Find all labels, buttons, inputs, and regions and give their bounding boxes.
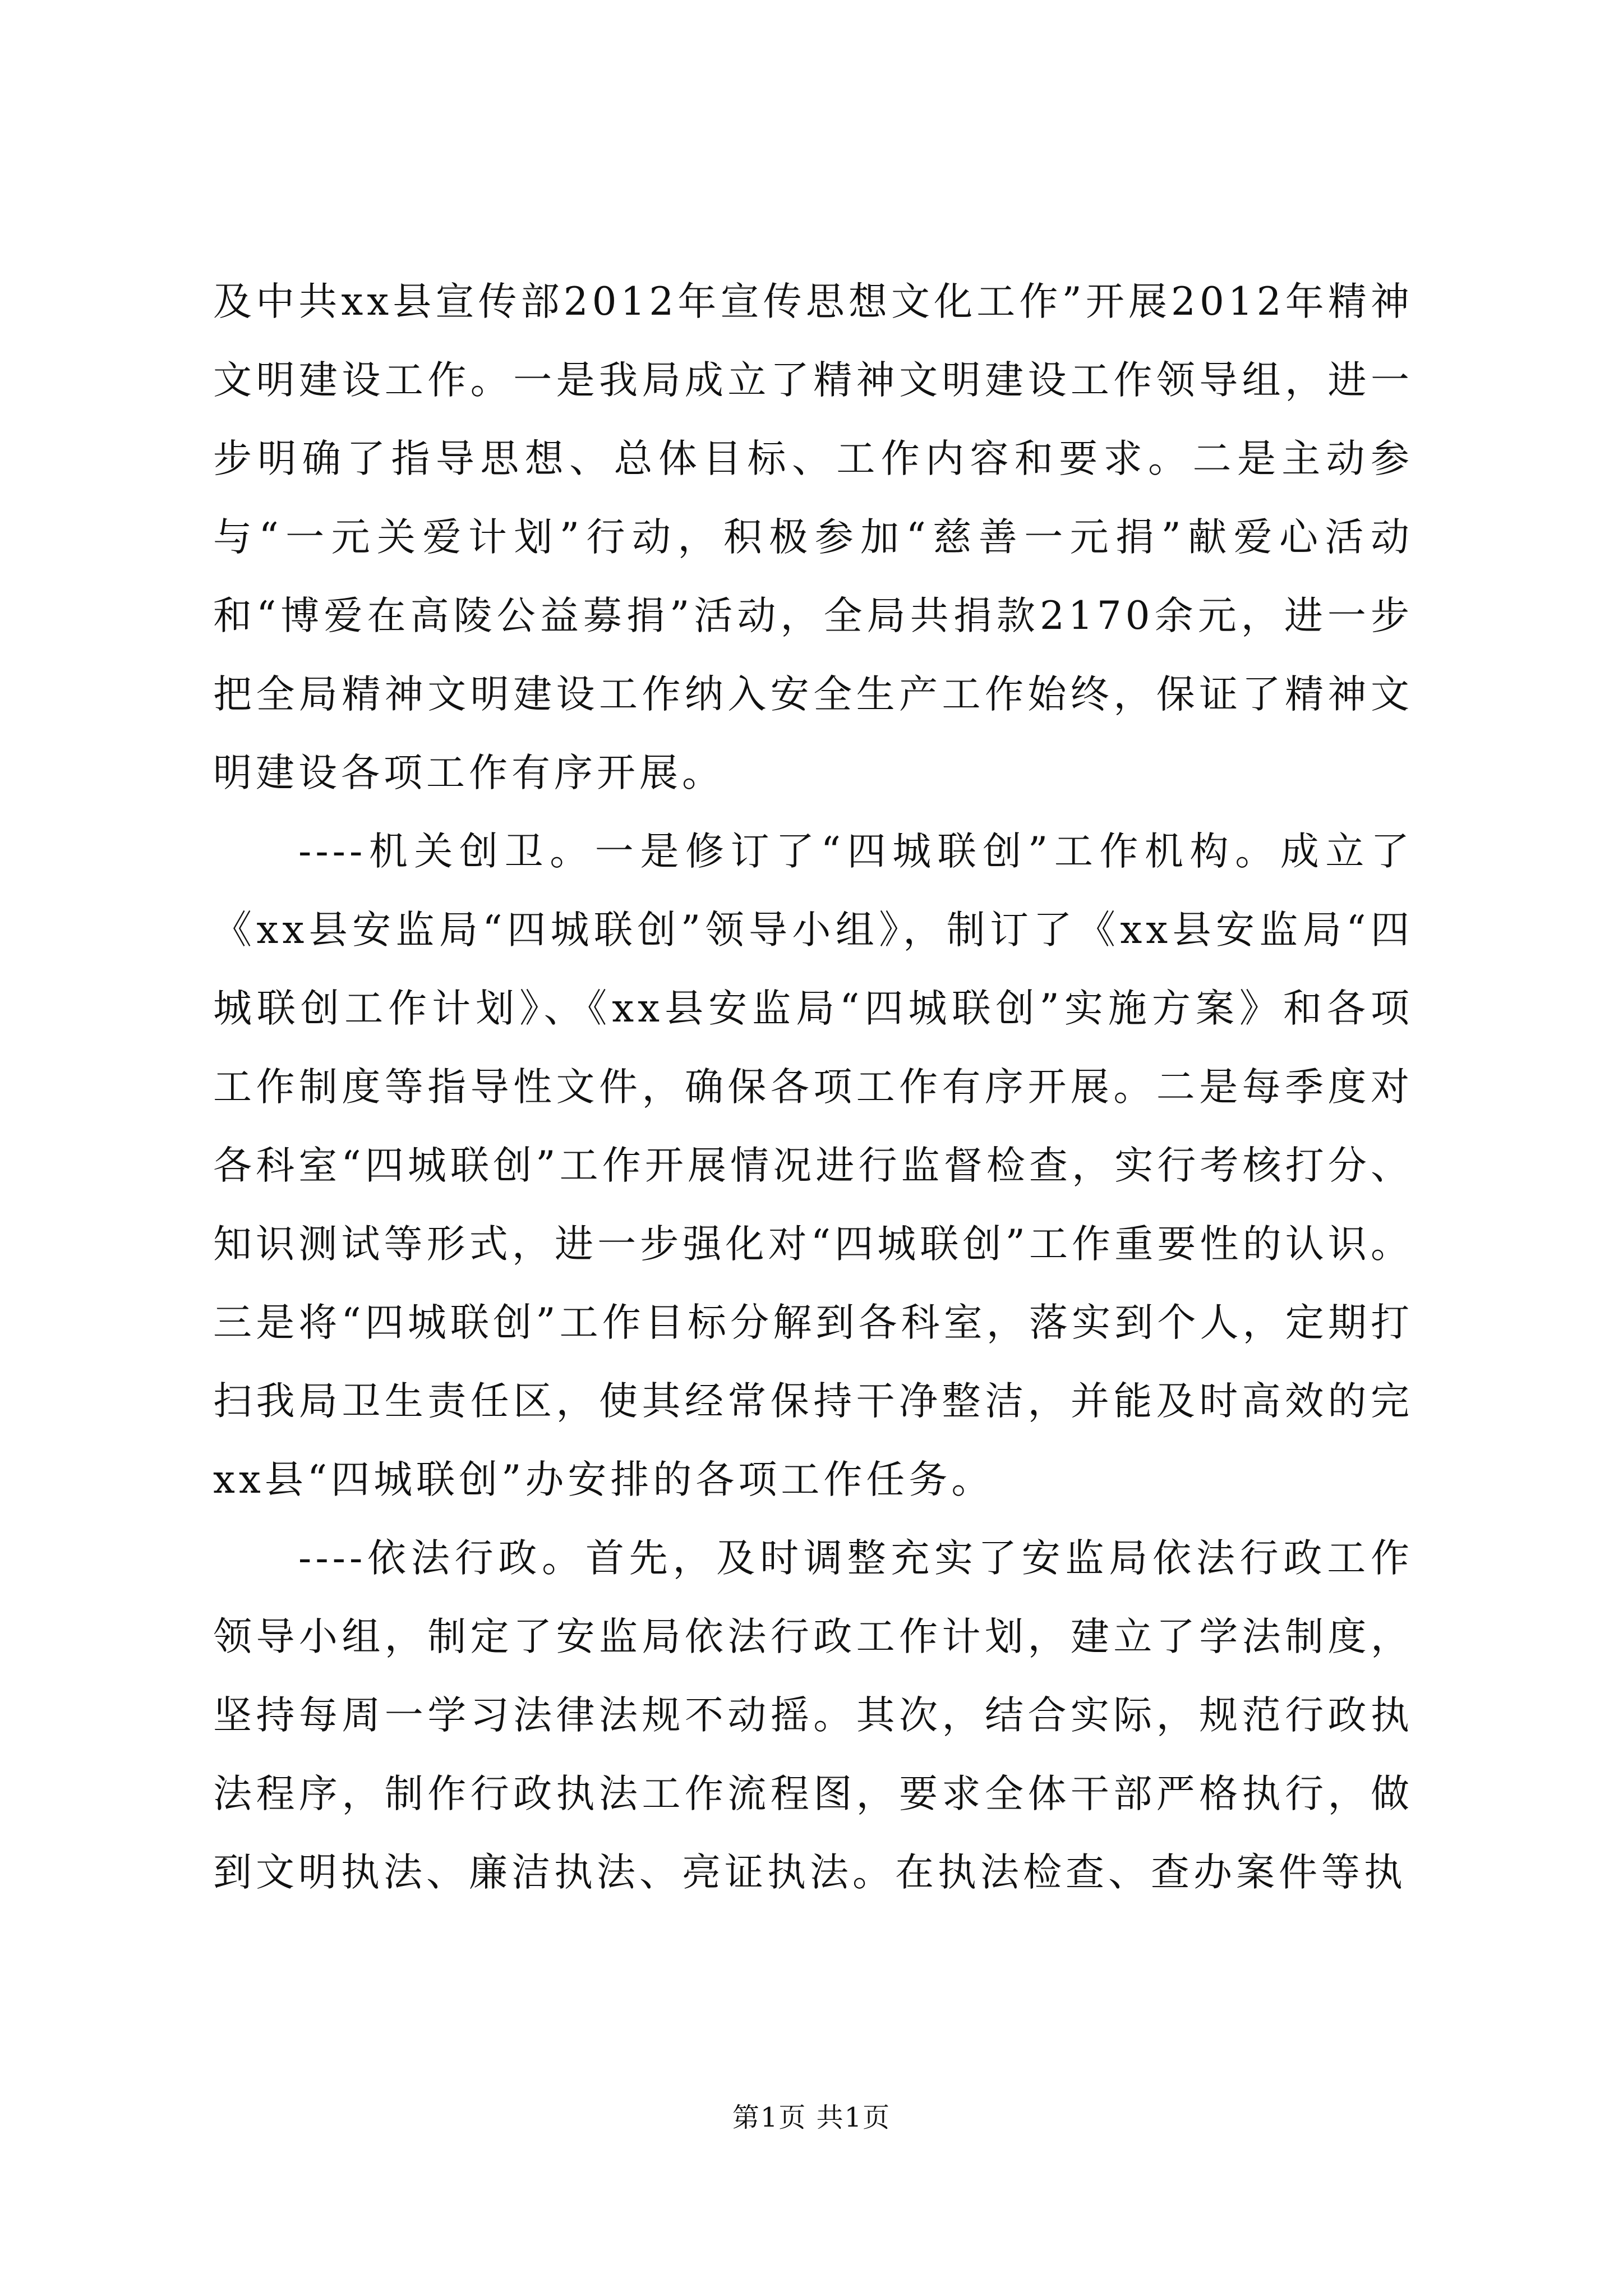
- page-footer: 第1页 共1页: [732, 2102, 891, 2133]
- paragraph-continuation: 及中共xx县宣传部2012年宣传思想文化工作”开展2012年精神文明建设工作。一是我局成立了精神文明建设工作领导组，进一步明确了指导思想、总体目标、工作内容和要求。二是主动参与“一元关爱计划”行动，积极参加“慈善一元捐”献爱心活动和“博爱在高陵公益募捐”活动，全局共捐款2170余元，进一步把全局精神文明建设工作纳入安全生产工作始终，保证了精神文明建设各项工作有序开展。: [213, 279, 1413, 795]
- paragraph-lawful-administration: ----依法行政。首先，及时调整充实了安监局依法行政工作领导小组，制定了安监局依法行政工作计划，建立了学法制度，坚持每周一学习法律法规不动摇。其次，结合实际，规范行政执法程序，制作行政执法工作流程图，要求全体干部严格执行，做到文明执法、廉洁执法、亮证执法。在执法检查、查办案件等执: [213, 1536, 1413, 1895]
- paragraph-office-sanitation: ----机关创卫。一是修订了“四城联创”工作机构。成立了《xx县安监局“四城联创”领导小组》，制订了《xx县安监局“四城联创工作计划》、《xx县安监局“四城联创”实施方案》和各项工作制度等指导性文件，确保各项工作有序开展。二是每季度对各科室“四城联创”工作开展情况进行监督检查，实行考核打分、知识测试等形式，进一步强化对“四城联创”工作重要性的认识。三是将“四城联创”工作目标分解到各科室，落实到个人，定期打扫我局卫生责任区，使其经常保持干净整洁，并能及时高效的完xx县“四城联创”办安排的各项工作任务。: [213, 829, 1413, 1502]
- document-body: [213, 263, 1413, 1912]
